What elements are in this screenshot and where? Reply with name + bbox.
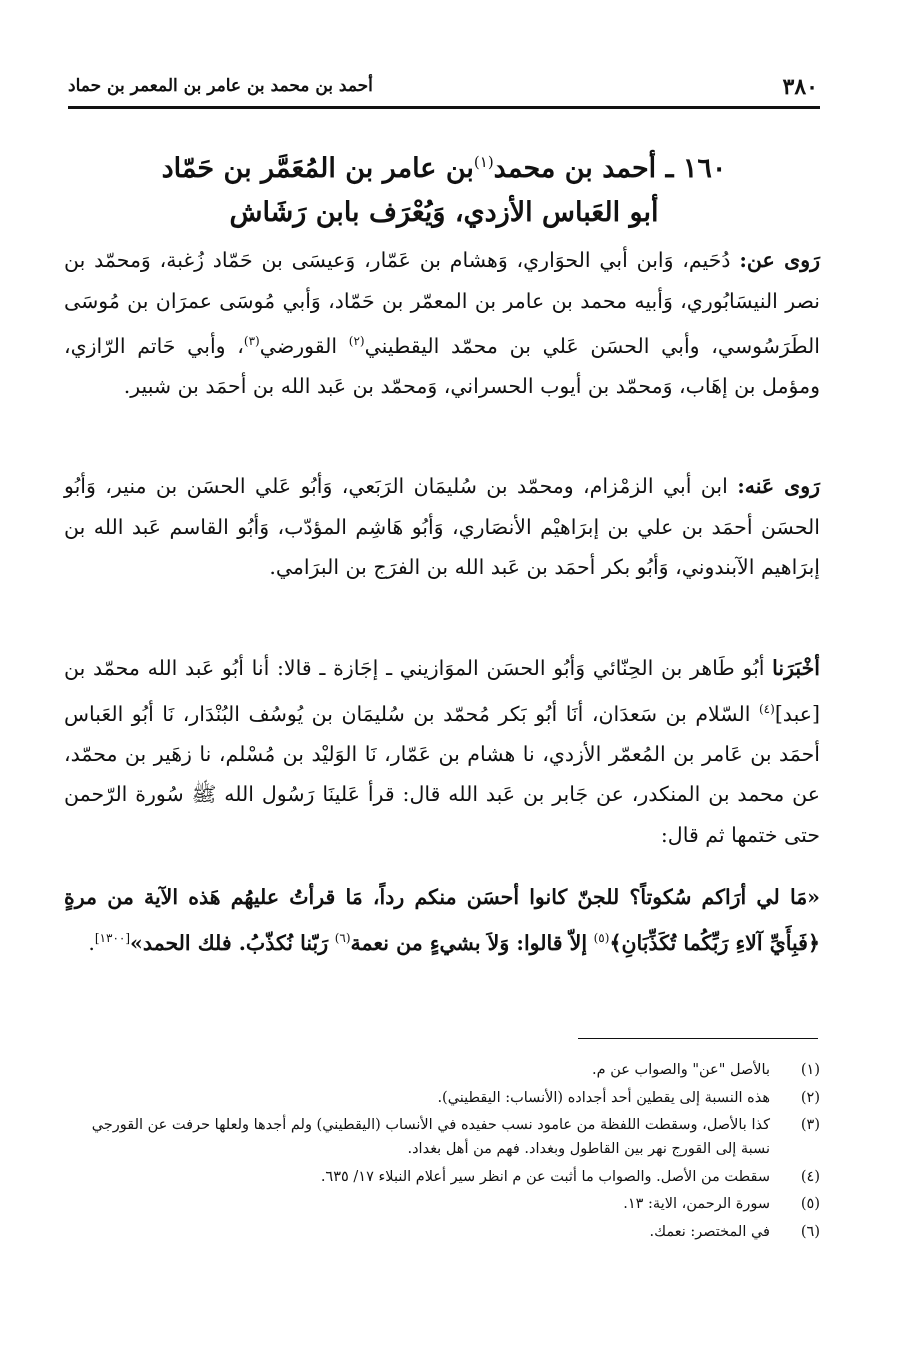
narrated-from-text-3: ، وأبي حَاتم الرّازي، ومؤمل بن إهَاب، وَمحمّد بن أيوب الحسراني، وَمحمّد بن عَبد الله بن أحمَد بن شبير.	[64, 333, 820, 399]
footnote-ref-5[interactable]: (٥)	[593, 930, 610, 945]
page-number: ٣٨٠	[782, 74, 818, 100]
footnote-ref-1[interactable]: (١)	[473, 153, 494, 171]
hadith-text-3: رَبّنا نُكذّبُ. فلك الحمد»	[130, 930, 329, 955]
footnote-item	[64, 1113, 820, 1161]
footnote-item	[64, 1192, 820, 1216]
isnad-text-2: السّلام بن سَعدَان، أنَا أبُو بَكر مُحمّد بن سُليمَان بن يُوسُف البُنْدَار، نَا أبُو العَباس أحمَد بن عَامر بن المُعمّر الأزدي، نا هشام بن عَمّار، نَا الوَليْد بن مُسْلم، نا زهَير بن محمّد، عن محمد بن المنكدر، عن جَابر بن عَبد الله قال: قرأ عَلينَا رَسُول الله ﷺ سُورة الرّحمن حتى ختمها ثم قال:	[64, 701, 820, 847]
isnad-text-1: أبُو طَاهر بن الحِنّائي وَأبُو الحسَن الموَازيني ـ إجَازة ـ قالا: أنا أبُو عَبد الله محمّد بن [عبد]	[64, 656, 820, 726]
footnote-text: كذا بالأصل، وسقطت اللفظة من عامود نسب حفيده في الأنساب (اليقطيني) ولم أجدها ولعلها حرفت عن القورجي نسبة إلى القورج نهر بين القاطول وبغداد. فهم من أهل بغداد.	[91, 1117, 770, 1157]
narrated-from-text-2: القورضي	[259, 333, 338, 358]
narrated-by-paragraph	[64, 466, 820, 588]
footnote-text: هذه النسبة إلى يقطين أحد أجداده (الأنساب: اليقطيني).	[437, 1089, 770, 1106]
footnote-item	[64, 1058, 820, 1082]
entry-kunya: أبو العَباس الأزدي، وَيُعْرَف بابن رَشَاش	[229, 197, 659, 228]
entry-title-line-1	[68, 140, 820, 191]
hadith-paragraph	[64, 877, 820, 963]
footnote-number: (٥)	[800, 1196, 820, 1212]
hadith-text-2: إلاّ قالوا: وَلاَ بشيءٍ من نعمة	[350, 930, 588, 955]
footnote-item	[64, 1165, 820, 1189]
entry-heading	[68, 140, 820, 235]
footnote-ref-6[interactable]: (٦)	[334, 930, 351, 945]
isnad-paragraph	[64, 648, 820, 855]
narrated-from-text-1: دُحَيم، وَابن أبي الحوَاري، وَهشام بن عَمّار، وَعيسَى بن حَمّاد زُغبة، وَمحمّد بن نصر النيسَابُوري، وَأبيه محمد بن عامر بن المعمّر بن حَمّاد، وَأبي مُوسَى عمرَان بن مُوسَى الطَرَسُوسي، وأبي الحسَن عَلي بن محمّد اليقطيني	[64, 248, 820, 358]
hadith-end: .	[88, 930, 95, 955]
footnote-rule	[578, 1038, 818, 1039]
header-rule	[68, 106, 820, 109]
footnote-text: سورة الرحمن، الاية: ١٣.	[623, 1196, 770, 1212]
footnotes	[64, 1058, 820, 1247]
narrated-from-paragraph	[64, 240, 820, 407]
footnote-ref-3[interactable]: (٣)	[243, 334, 260, 348]
akhbarana-label: أخْبَرَنا	[772, 656, 820, 680]
footnote-number: (٤)	[800, 1168, 820, 1185]
narrated-by-label: رَوى عَنه:	[737, 474, 820, 498]
footnote-number: (٢)	[800, 1089, 820, 1106]
hadith-text-1: «مَا لي أرَاكم سُكوتاً؟ للجنّ كانوا أحسَن منكم رداً، مَا قرأتُ عليهُم هَذه الآية من مرةٍ	[64, 885, 820, 909]
entry-name-rest: بن عامر بن المُعَمَّر بن حَمّاد	[161, 153, 474, 184]
entry-dash: ـ	[665, 153, 674, 184]
footnote-text: بالأصل "عن" والصواب عن م.	[592, 1062, 770, 1078]
entry-name: أحمد بن محمد	[493, 153, 657, 184]
narrated-by-text: ابن أبي الزمْزام، ومحمّد بن سُليمَان الرَبَعي، وَأبُو عَلي الحسَن بن منير، وَأبُو الحسَن أحمَد بن علي بن إبرَاهيْم الأنصَاري، وَأبُو هَاشِم المؤدّب، وَأبُو القاسم عَبد الله بن إبرَاهيم الآبندوني، وَأبُو بكر أحمَد بن عَبد الله بن الفرَج بن البرَامي.	[64, 474, 820, 579]
footnote-ref-4[interactable]: (٤)	[758, 701, 775, 716]
footnote-ref-2[interactable]: (٢)	[348, 334, 365, 348]
narrated-from-label: رَوى عن:	[739, 248, 820, 272]
entry-number: ١٦٠	[682, 153, 727, 184]
footnote-item	[64, 1220, 820, 1244]
footnote-number: (٣)	[800, 1117, 820, 1133]
footnote-number: (١)	[800, 1062, 820, 1078]
footnote-item	[64, 1086, 820, 1110]
footnote-text: في المختصر: نعمك.	[649, 1223, 770, 1240]
hadith-reference: [١٣٠٠]	[94, 930, 131, 945]
quran-verse: ﴿فَبِأَيِّ آلاءِ رَبِّكُما تُكَذِّبَانِ﴾	[609, 930, 820, 955]
running-title: أحمد بن محمد بن عامر بن المعمر بن حماد	[68, 76, 373, 96]
running-header	[68, 72, 818, 106]
footnote-text: سقطت من الأصل. والصواب ما أثبت عن م انظر سير أعلام النبلاء ١٧/ ٦٣٥.	[320, 1168, 770, 1185]
footnote-number: (٦)	[800, 1223, 820, 1240]
